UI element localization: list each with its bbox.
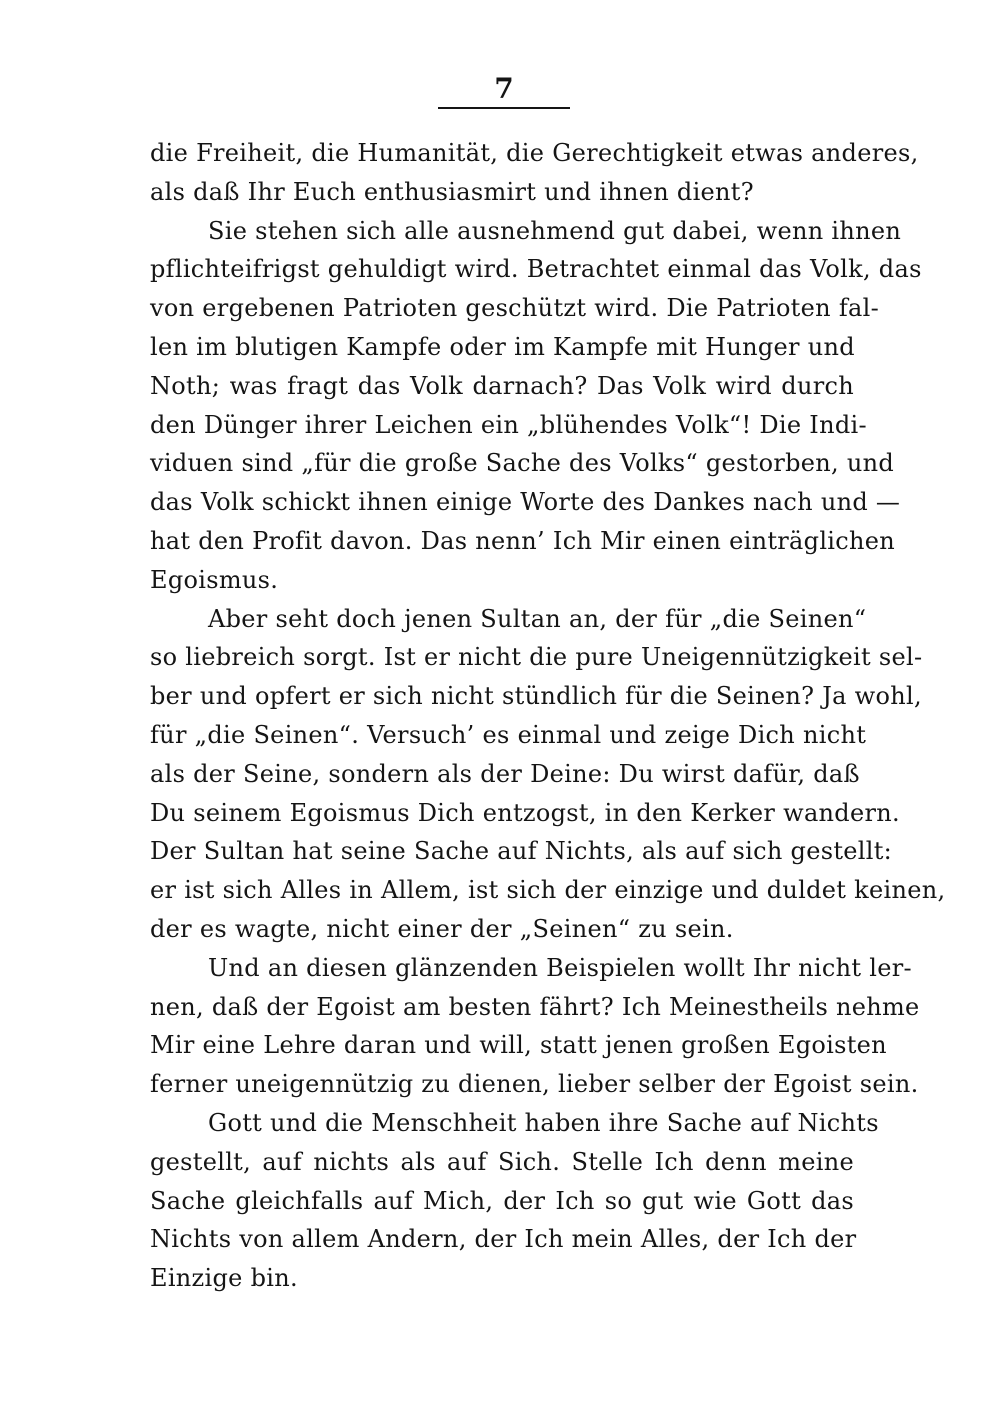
text-line: gestellt, auf nichts als auf Sich. Stelle Ich denn meine xyxy=(150,1147,854,1176)
text-line: ferner uneigennützig zu dienen, lieber selber der Egoist sein. xyxy=(150,1070,919,1099)
text-line: Egoismus. xyxy=(150,565,279,594)
text-line: ber und opfert er sich nicht stündlich für die Seinen? Ja wohl, xyxy=(150,682,922,711)
text-line: der es wagte, nicht einer der „Seinen“ zu sein. xyxy=(150,914,734,943)
text-line: Der Sultan hat seine Sache auf Nichts, als auf sich gestellt: xyxy=(150,837,893,866)
text-line: hat den Profit davon. Das nenn’ Ich Mir einen einträglichen xyxy=(150,526,896,555)
page-number: 7 xyxy=(494,72,514,105)
text-line: viduen sind „für die große Sache des Volks“ gestorben, und xyxy=(150,449,895,478)
text-line: die Freiheit, die Humanität, die Gerechtigkeit etwas anderes, xyxy=(150,139,919,167)
text-line: Sie stehen sich alle ausnehmend gut dabei, wenn ihnen xyxy=(208,216,902,245)
text-line: er ist sich Alles in Allem, ist sich der einzige und duldet keinen, xyxy=(150,876,946,905)
text-line: so liebreich sorgt. Ist er nicht die pure Uneigennützigkeit sel- xyxy=(150,643,923,672)
text-line: als der Seine, sondern als der Deine: Du wirst dafür, daß xyxy=(150,759,860,788)
text-line: für „die Seinen“. Versuch’ es einmal und zeige Dich nicht xyxy=(150,720,867,749)
text-line: als daß Ihr Euch enthusiasmirt und ihnen dient? xyxy=(150,177,754,206)
text-line: Einzige bin. xyxy=(150,1264,298,1293)
text-line: Noth; was fragt das Volk darnach? Das Volk wird durch xyxy=(150,371,854,400)
text-line: Gott und die Menschheit haben ihre Sache auf Nichts xyxy=(208,1108,879,1137)
page-header xyxy=(438,74,570,104)
text-line: Und an diesen glänzenden Beispielen wollt Ihr nicht ler- xyxy=(208,953,912,982)
text-line: Sache gleichfalls auf Mich, der Ich so gut wie Gott das xyxy=(150,1186,854,1215)
text-line: Nichts von allem Andern, der Ich mein Alles, der Ich der xyxy=(150,1225,857,1254)
text-line: von ergebenen Patrioten geschützt wird. Die Patrioten fal- xyxy=(150,294,879,323)
text-line: nen, daß der Egoist am besten fährt? Ich Meinestheils nehme xyxy=(150,992,920,1021)
text-line: Aber seht doch jenen Sultan an, der für „die Seinen“ xyxy=(208,604,867,633)
text-line: Mir eine Lehre daran und will, statt jenen großen Egoisten xyxy=(150,1031,887,1060)
text-line: das Volk schickt ihnen einige Worte des Dankes nach und — xyxy=(150,488,901,517)
text-line: len im blutigen Kampfe oder im Kampfe mit Hunger und xyxy=(150,332,855,361)
header-rule xyxy=(438,107,570,109)
text-line: den Dünger ihrer Leichen ein „blühendes Volk“! Die Indi- xyxy=(150,410,867,439)
text-line: Du seinem Egoismus Dich entzogst, in den Kerker wandern. xyxy=(150,798,900,827)
body-text xyxy=(150,134,946,1298)
text-line: pflichteifrigst gehuldigt wird. Betrachtet einmal das Volk, das xyxy=(150,255,922,284)
